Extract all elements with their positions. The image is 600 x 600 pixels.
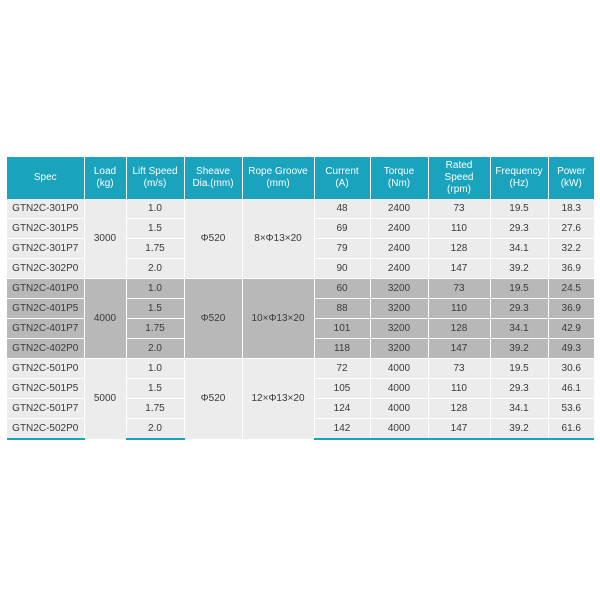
rope-groove-cell: 10×Φ13×20: [242, 279, 314, 359]
torque-cell: 4000: [370, 399, 428, 419]
header-load: Load (kg): [84, 157, 126, 199]
current-cell: 124: [314, 399, 370, 419]
spec-cell: GTN2C-502P0: [7, 419, 84, 440]
rated-speed-cell: 110: [428, 219, 490, 239]
rated-speed-cell: 147: [428, 339, 490, 359]
lift-speed-cell: 2.0: [126, 419, 184, 440]
current-cell: 142: [314, 419, 370, 440]
lift-speed-cell: 2.0: [126, 339, 184, 359]
frequency-cell: 34.1: [490, 399, 548, 419]
lift-speed-cell: 1.5: [126, 379, 184, 399]
rated-speed-cell: 110: [428, 299, 490, 319]
spec-cell: GTN2C-402P0: [7, 339, 84, 359]
lift-speed-cell: 1.0: [126, 359, 184, 379]
spec-cell: GTN2C-302P0: [7, 259, 84, 279]
spec-cell: GTN2C-401P7: [7, 319, 84, 339]
spec-cell: GTN2C-501P5: [7, 379, 84, 399]
current-cell: 105: [314, 379, 370, 399]
spec-table: [7, 157, 594, 440]
torque-cell: 4000: [370, 419, 428, 440]
current-cell: 79: [314, 239, 370, 259]
load-cell: 5000: [84, 359, 126, 440]
rated-speed-cell: 73: [428, 199, 490, 219]
current-cell: 48: [314, 199, 370, 219]
lift-speed-cell: 1.75: [126, 319, 184, 339]
power-cell: 36.9: [548, 259, 594, 279]
header-rope-groove: Rope Groove (mm): [242, 157, 314, 199]
torque-cell: 2400: [370, 259, 428, 279]
torque-cell: 3200: [370, 339, 428, 359]
current-cell: 101: [314, 319, 370, 339]
rated-speed-cell: 128: [428, 239, 490, 259]
header-sheave: Sheave Dia.(mm): [184, 157, 242, 199]
frequency-cell: 19.5: [490, 359, 548, 379]
spec-cell: GTN2C-401P5: [7, 299, 84, 319]
torque-cell: 2400: [370, 219, 428, 239]
power-cell: 49.3: [548, 339, 594, 359]
table-row: [7, 279, 594, 299]
power-cell: 36.9: [548, 299, 594, 319]
power-cell: 46.1: [548, 379, 594, 399]
lift-speed-cell: 1.5: [126, 219, 184, 239]
torque-cell: 3200: [370, 319, 428, 339]
torque-cell: 3200: [370, 299, 428, 319]
power-cell: 61.6: [548, 419, 594, 440]
current-cell: 60: [314, 279, 370, 299]
rope-groove-cell: 12×Φ13×20: [242, 359, 314, 440]
table-row: [7, 199, 594, 219]
rated-speed-cell: 73: [428, 359, 490, 379]
current-cell: 88: [314, 299, 370, 319]
rated-speed-cell: 147: [428, 259, 490, 279]
header-current: Current (A): [314, 157, 370, 199]
sheave-cell: Φ520: [184, 359, 242, 440]
sheave-cell: Φ520: [184, 279, 242, 359]
spec-cell: GTN2C-301P0: [7, 199, 84, 219]
header-row: [7, 157, 594, 199]
lift-speed-cell: 1.75: [126, 399, 184, 419]
power-cell: 27.6: [548, 219, 594, 239]
lift-speed-cell: 1.75: [126, 239, 184, 259]
lift-speed-cell: 2.0: [126, 259, 184, 279]
spec-table-container: [7, 157, 594, 440]
header-frequency: Frequency (Hz): [490, 157, 548, 199]
frequency-cell: 29.3: [490, 379, 548, 399]
lift-speed-cell: 1.0: [126, 279, 184, 299]
torque-cell: 4000: [370, 359, 428, 379]
load-cell: 4000: [84, 279, 126, 359]
header-lift-speed: Lift Speed (m/s): [126, 157, 184, 199]
lift-speed-cell: 1.0: [126, 199, 184, 219]
spec-cell: GTN2C-301P7: [7, 239, 84, 259]
spec-cell: GTN2C-501P0: [7, 359, 84, 379]
power-cell: 42.9: [548, 319, 594, 339]
torque-cell: 3200: [370, 279, 428, 299]
spec-cell: GTN2C-401P0: [7, 279, 84, 299]
frequency-cell: 39.2: [490, 339, 548, 359]
table-row: [7, 359, 594, 379]
power-cell: 32.2: [548, 239, 594, 259]
spec-cell: GTN2C-501P7: [7, 399, 84, 419]
torque-cell: 2400: [370, 199, 428, 219]
load-cell: 3000: [84, 199, 126, 279]
torque-cell: 4000: [370, 379, 428, 399]
frequency-cell: 29.3: [490, 299, 548, 319]
current-cell: 118: [314, 339, 370, 359]
torque-cell: 2400: [370, 239, 428, 259]
header-torque: Torque (Nm): [370, 157, 428, 199]
frequency-cell: 29.3: [490, 219, 548, 239]
sheave-cell: Φ520: [184, 199, 242, 279]
spec-cell: GTN2C-301P5: [7, 219, 84, 239]
frequency-cell: 34.1: [490, 319, 548, 339]
frequency-cell: 19.5: [490, 279, 548, 299]
lift-speed-cell: 1.5: [126, 299, 184, 319]
rated-speed-cell: 147: [428, 419, 490, 440]
frequency-cell: 39.2: [490, 259, 548, 279]
power-cell: 18.3: [548, 199, 594, 219]
header-rated-speed: Rated Speed (rpm): [428, 157, 490, 199]
rope-groove-cell: 8×Φ13×20: [242, 199, 314, 279]
power-cell: 30.6: [548, 359, 594, 379]
header-spec: Spec: [7, 157, 84, 199]
current-cell: 69: [314, 219, 370, 239]
power-cell: 53.6: [548, 399, 594, 419]
rated-speed-cell: 110: [428, 379, 490, 399]
current-cell: 90: [314, 259, 370, 279]
rated-speed-cell: 73: [428, 279, 490, 299]
rated-speed-cell: 128: [428, 319, 490, 339]
frequency-cell: 39.2: [490, 419, 548, 440]
frequency-cell: 19.5: [490, 199, 548, 219]
power-cell: 24.5: [548, 279, 594, 299]
header-power: Power (kW): [548, 157, 594, 199]
frequency-cell: 34.1: [490, 239, 548, 259]
current-cell: 72: [314, 359, 370, 379]
rated-speed-cell: 128: [428, 399, 490, 419]
